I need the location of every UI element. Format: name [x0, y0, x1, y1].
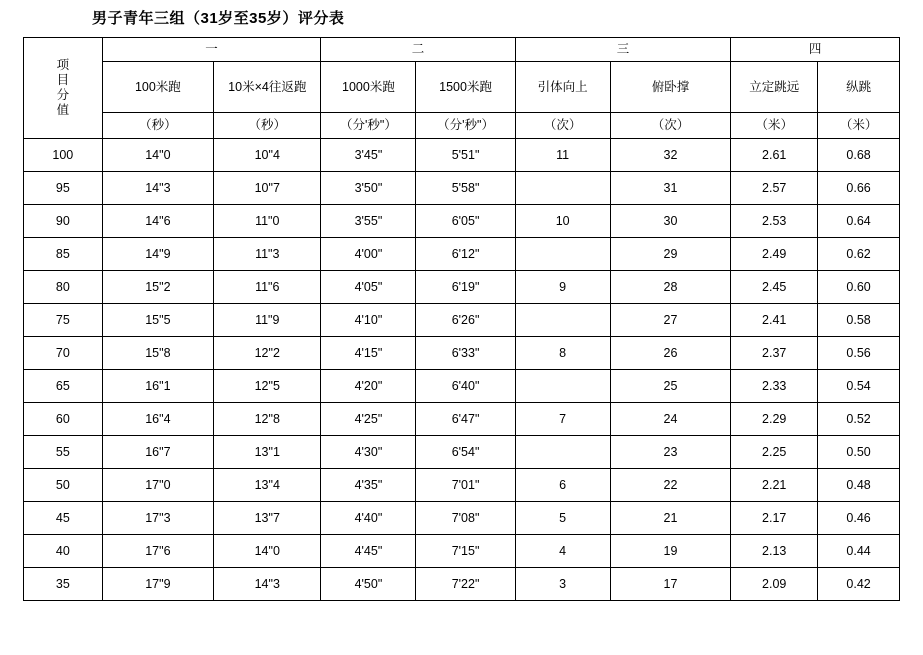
- cell-vertical-jump: 0.42: [818, 568, 900, 601]
- cell-vertical-jump: 0.62: [818, 238, 900, 271]
- cell-shuttle: 10"4: [214, 139, 321, 172]
- event-name-long-jump: 立定跳远: [731, 62, 818, 113]
- cell-pullup: 5: [515, 502, 610, 535]
- cell-long-jump: 2.41: [731, 304, 818, 337]
- cell-shuttle: 11"0: [214, 205, 321, 238]
- cell-pushup: 22: [610, 469, 731, 502]
- cell-100m: 17"0: [102, 469, 213, 502]
- table-row: [24, 469, 900, 502]
- row-score: 90: [24, 205, 103, 238]
- cell-vertical-jump: 0.54: [818, 370, 900, 403]
- cell-vertical-jump: 0.44: [818, 535, 900, 568]
- cell-100m: 16"1: [102, 370, 213, 403]
- document-page: [0, 9, 923, 655]
- table-row: [24, 172, 900, 205]
- event-name-100m: 100米跑: [102, 62, 213, 113]
- cell-vertical-jump: 0.56: [818, 337, 900, 370]
- cell-1000m: 3'45": [321, 139, 416, 172]
- cell-shuttle: 12"8: [214, 403, 321, 436]
- cell-vertical-jump: 0.64: [818, 205, 900, 238]
- cell-long-jump: 2.33: [731, 370, 818, 403]
- group-header-1: 一: [102, 38, 321, 62]
- table-row: [24, 205, 900, 238]
- cell-long-jump: 2.57: [731, 172, 818, 205]
- cell-pushup: 24: [610, 403, 731, 436]
- unit-pushup: （次）: [610, 113, 731, 139]
- cell-1500m: 5'51": [416, 139, 515, 172]
- cell-100m: 15"8: [102, 337, 213, 370]
- row-score: 35: [24, 568, 103, 601]
- cell-shuttle: 10"7: [214, 172, 321, 205]
- cell-100m: 17"9: [102, 568, 213, 601]
- cell-1500m: 7'01": [416, 469, 515, 502]
- table-row: [24, 238, 900, 271]
- group-header-4: 四: [731, 38, 900, 62]
- row-score: 55: [24, 436, 103, 469]
- table-row: [24, 304, 900, 337]
- cell-pullup: 7: [515, 403, 610, 436]
- cell-shuttle: 13"4: [214, 469, 321, 502]
- page-title: 男子青年三组（31岁至35岁）评分表: [92, 10, 345, 27]
- group-header-3: 三: [515, 38, 731, 62]
- cell-vertical-jump: 0.50: [818, 436, 900, 469]
- cell-pushup: 26: [610, 337, 731, 370]
- table-row: [24, 403, 900, 436]
- cell-pushup: 31: [610, 172, 731, 205]
- cell-shuttle: 11"6: [214, 271, 321, 304]
- cell-long-jump: 2.21: [731, 469, 818, 502]
- cell-1000m: 4'05": [321, 271, 416, 304]
- cell-1000m: 4'35": [321, 469, 416, 502]
- cell-pullup: [515, 370, 610, 403]
- table-row: [24, 370, 900, 403]
- cell-shuttle: 11"9: [214, 304, 321, 337]
- table-row: [24, 271, 900, 304]
- cell-100m: 17"3: [102, 502, 213, 535]
- cell-pullup: 11: [515, 139, 610, 172]
- cell-pushup: 25: [610, 370, 731, 403]
- cell-pullup: [515, 238, 610, 271]
- event-name-pullup: 引体向上: [515, 62, 610, 113]
- cell-pullup: [515, 304, 610, 337]
- cell-1500m: 6'33": [416, 337, 515, 370]
- event-name-1000m: 1000米跑: [321, 62, 416, 113]
- cell-1000m: 4'00": [321, 238, 416, 271]
- cell-pushup: 30: [610, 205, 731, 238]
- cell-vertical-jump: 0.60: [818, 271, 900, 304]
- score-header-cell: [24, 38, 103, 139]
- cell-1500m: 6'19": [416, 271, 515, 304]
- score-header-char-3: 分: [56, 88, 70, 102]
- cell-shuttle: 13"1: [214, 436, 321, 469]
- table-row: [24, 436, 900, 469]
- event-name-shuttle: 10米×4往返跑: [214, 62, 321, 113]
- event-unit-row: [24, 113, 900, 139]
- cell-long-jump: 2.53: [731, 205, 818, 238]
- cell-long-jump: 2.17: [731, 502, 818, 535]
- cell-1000m: 4'50": [321, 568, 416, 601]
- cell-1500m: 6'26": [416, 304, 515, 337]
- row-score: 45: [24, 502, 103, 535]
- cell-1500m: 5'58": [416, 172, 515, 205]
- cell-100m: 14"0: [102, 139, 213, 172]
- group-header-2: 二: [321, 38, 515, 62]
- table-row: [24, 568, 900, 601]
- cell-1500m: 6'12": [416, 238, 515, 271]
- unit-shuttle: （秒）: [214, 113, 321, 139]
- cell-1500m: 7'08": [416, 502, 515, 535]
- cell-vertical-jump: 0.66: [818, 172, 900, 205]
- cell-long-jump: 2.49: [731, 238, 818, 271]
- cell-shuttle: 12"2: [214, 337, 321, 370]
- cell-pullup: 3: [515, 568, 610, 601]
- row-score: 85: [24, 238, 103, 271]
- cell-1000m: 4'45": [321, 535, 416, 568]
- cell-pushup: 19: [610, 535, 731, 568]
- unit-1000m: （分'秒"）: [321, 113, 416, 139]
- cell-100m: 15"5: [102, 304, 213, 337]
- cell-long-jump: 2.13: [731, 535, 818, 568]
- cell-1000m: 4'15": [321, 337, 416, 370]
- cell-1000m: 4'20": [321, 370, 416, 403]
- row-score: 100: [24, 139, 103, 172]
- table-row: [24, 337, 900, 370]
- cell-pullup: 8: [515, 337, 610, 370]
- table-row: [24, 139, 900, 172]
- unit-100m: （秒）: [102, 113, 213, 139]
- cell-1000m: 4'40": [321, 502, 416, 535]
- cell-pushup: 27: [610, 304, 731, 337]
- cell-long-jump: 2.61: [731, 139, 818, 172]
- cell-pushup: 29: [610, 238, 731, 271]
- score-header-char-4: 值: [56, 103, 70, 117]
- unit-vertical-jump: （米）: [818, 113, 900, 139]
- cell-long-jump: 2.29: [731, 403, 818, 436]
- cell-100m: 16"7: [102, 436, 213, 469]
- event-name-1500m: 1500米跑: [416, 62, 515, 113]
- cell-1500m: 6'54": [416, 436, 515, 469]
- cell-shuttle: 12"5: [214, 370, 321, 403]
- score-header-char-2: 目: [56, 73, 70, 87]
- cell-pushup: 21: [610, 502, 731, 535]
- cell-100m: 17"6: [102, 535, 213, 568]
- cell-1500m: 6'05": [416, 205, 515, 238]
- cell-1500m: 7'22": [416, 568, 515, 601]
- cell-1000m: 4'25": [321, 403, 416, 436]
- cell-pushup: 17: [610, 568, 731, 601]
- unit-1500m: （分'秒"）: [416, 113, 515, 139]
- cell-vertical-jump: 0.46: [818, 502, 900, 535]
- cell-100m: 14"3: [102, 172, 213, 205]
- cell-vertical-jump: 0.58: [818, 304, 900, 337]
- row-score: 70: [24, 337, 103, 370]
- cell-pullup: 4: [515, 535, 610, 568]
- cell-100m: 16"4: [102, 403, 213, 436]
- row-score: 40: [24, 535, 103, 568]
- cell-pullup: 6: [515, 469, 610, 502]
- cell-pullup: [515, 436, 610, 469]
- group-header-row: [24, 38, 900, 62]
- cell-long-jump: 2.09: [731, 568, 818, 601]
- cell-long-jump: 2.45: [731, 271, 818, 304]
- cell-1000m: 4'30": [321, 436, 416, 469]
- score-header-char-1: 项: [56, 58, 70, 72]
- cell-long-jump: 2.25: [731, 436, 818, 469]
- cell-shuttle: 14"0: [214, 535, 321, 568]
- score-table: [23, 37, 900, 601]
- cell-long-jump: 2.37: [731, 337, 818, 370]
- cell-vertical-jump: 0.68: [818, 139, 900, 172]
- cell-shuttle: 13"7: [214, 502, 321, 535]
- cell-pushup: 28: [610, 271, 731, 304]
- event-name-vertical-jump: 纵跳: [818, 62, 900, 113]
- unit-pullup: （次）: [515, 113, 610, 139]
- table-row: [24, 502, 900, 535]
- unit-long-jump: （米）: [731, 113, 818, 139]
- row-score: 60: [24, 403, 103, 436]
- cell-pullup: [515, 172, 610, 205]
- cell-vertical-jump: 0.48: [818, 469, 900, 502]
- table-row: [24, 535, 900, 568]
- row-score: 95: [24, 172, 103, 205]
- cell-1000m: 3'50": [321, 172, 416, 205]
- cell-1000m: 3'55": [321, 205, 416, 238]
- row-score: 80: [24, 271, 103, 304]
- cell-100m: 14"9: [102, 238, 213, 271]
- cell-pushup: 32: [610, 139, 731, 172]
- event-name-pushup: 俯卧撑: [610, 62, 731, 113]
- cell-1000m: 4'10": [321, 304, 416, 337]
- cell-pullup: 9: [515, 271, 610, 304]
- cell-100m: 15"2: [102, 271, 213, 304]
- cell-shuttle: 11"3: [214, 238, 321, 271]
- cell-1500m: 6'40": [416, 370, 515, 403]
- cell-100m: 14"6: [102, 205, 213, 238]
- cell-vertical-jump: 0.52: [818, 403, 900, 436]
- cell-pullup: 10: [515, 205, 610, 238]
- cell-shuttle: 14"3: [214, 568, 321, 601]
- cell-pushup: 23: [610, 436, 731, 469]
- row-score: 75: [24, 304, 103, 337]
- event-name-row: [24, 62, 900, 113]
- row-score: 50: [24, 469, 103, 502]
- cell-1500m: 7'15": [416, 535, 515, 568]
- cell-1500m: 6'47": [416, 403, 515, 436]
- row-score: 65: [24, 370, 103, 403]
